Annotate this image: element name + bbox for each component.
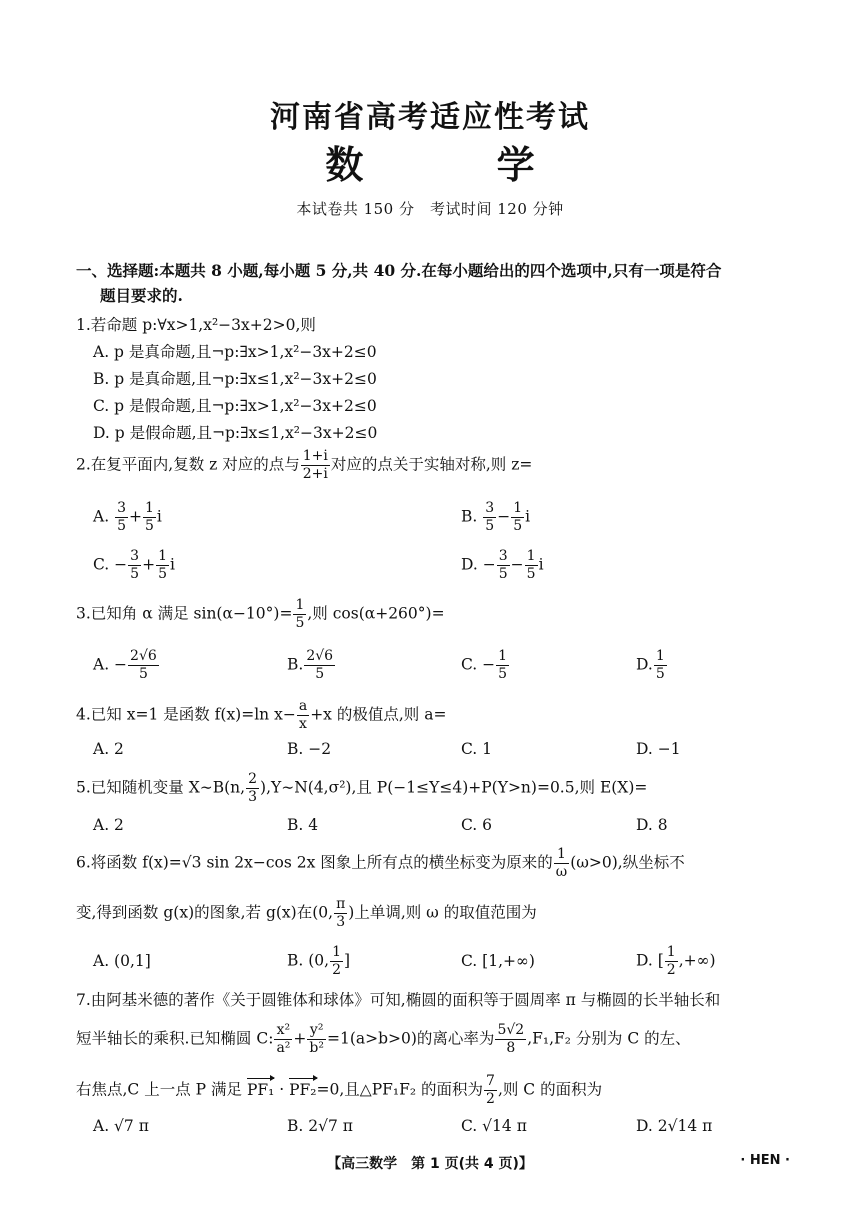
q6-stem-line2 — [76, 896, 537, 931]
q7-option-d: D. 2√14 π — [636, 1117, 713, 1135]
q5-fraction — [246, 771, 259, 806]
q4-stem-pre: 4.已知 x=1 是函数 f(x)=ln x− — [76, 705, 296, 724]
q6-line1-fraction — [554, 846, 569, 881]
q2-fraction — [301, 448, 330, 483]
q2-c-label: C. — [93, 555, 110, 574]
q3-d-frac — [654, 648, 667, 683]
frac-num: 1 — [498, 648, 508, 664]
frac-num: 1 — [332, 944, 342, 960]
q3-a-frac — [128, 648, 159, 683]
minus-sign: − — [114, 555, 128, 574]
q6-b-post: ] — [344, 951, 351, 970]
q7-area-frac — [484, 1073, 497, 1108]
q6-b-frac — [330, 944, 343, 979]
q6-option-c: C. [1,+∞) — [461, 952, 535, 970]
q4-stem — [76, 698, 446, 733]
frac-num: 3 — [117, 500, 126, 516]
q7-stem-line3 — [76, 1073, 602, 1108]
q6-option-b — [287, 944, 350, 979]
exam-info: 本试卷共 150 分 考试时间 120 分钟 — [296, 200, 564, 218]
q6-d-frac — [665, 944, 678, 979]
frac-den: 3 — [248, 789, 258, 805]
q2-a-frac2 — [143, 500, 156, 535]
q2-b-frac1 — [483, 500, 496, 535]
q2-stem — [76, 448, 532, 483]
q6-option-d — [636, 944, 716, 979]
frac-num: 2√6 — [306, 648, 334, 664]
q3-b-frac — [304, 648, 335, 683]
dot-operator: · — [274, 1080, 290, 1099]
q2-option-b — [461, 500, 530, 535]
frac-num: 1 — [513, 500, 523, 516]
q7-stem-line2: 短半轴长的乘积.已知椭圆 C: $\frac{\text{x²}}{\text{a²}}$ + $\frac{\text{y²}}{\text{b²}}$ =1(a>b>0)的离心率为 $\frac{5√2}{8}$ ,F₁,F₂ 分别为 C 的左、 — [76, 1022, 691, 1056]
minus-sign: − — [482, 555, 496, 574]
q6-stem-line1 — [76, 846, 685, 881]
page-footer: 【高三数学 第 1 页(共 4 页)】 — [327, 1156, 533, 1172]
frac-num: 3 — [485, 500, 495, 516]
q2-frac-num: 1+i — [302, 448, 328, 464]
plus-sign: + — [142, 555, 156, 574]
frac-den: 5 — [130, 566, 140, 582]
frac-den: 5 — [498, 566, 508, 582]
q7-option-b: B. 2√7 π — [287, 1117, 353, 1135]
q3-d-label: D. — [636, 655, 653, 674]
frac-den: 5 — [526, 566, 536, 582]
frac-den: 5 — [144, 518, 154, 534]
frac-num: 7 — [486, 1073, 495, 1089]
q6-option-a: A. (0,1] — [93, 952, 151, 970]
q4-stem-post: +x 的极值点,则 a= — [310, 705, 447, 724]
exam-title: 河南省高考适应性考试 — [270, 100, 590, 135]
frac-den: x — [299, 716, 307, 732]
q7-y-frac — [307, 1022, 326, 1057]
section-heading — [76, 258, 796, 308]
q3-stem-post: ,则 cos(α+260°)= — [307, 604, 445, 623]
imag-unit: i — [525, 507, 531, 526]
frac-den: 5 — [138, 666, 148, 682]
q5-option-a: A. 2 — [93, 816, 124, 834]
q6-line2-fraction — [334, 896, 347, 931]
frac-num: 1 — [158, 548, 168, 564]
frac-num: 5√2 — [497, 1022, 525, 1038]
q3-stem-pre: 3.已知角 α 满足 sin(α−10°)= — [76, 604, 293, 623]
frac-num: 1 — [144, 500, 154, 516]
q4-option-d: D. −1 — [636, 740, 681, 758]
frac-num: π — [336, 896, 346, 912]
frac-den: 2 — [486, 1091, 495, 1107]
q4-option-b: B. −2 — [287, 740, 332, 758]
q5-option-b: B. 4 — [287, 816, 319, 834]
q3-option-a — [93, 648, 160, 683]
q7-line2-pre: 短半轴长的乘积.已知椭圆 C: — [76, 1029, 274, 1048]
q3-c-label: C. − — [461, 655, 496, 674]
q7-stem-line1: 7.由阿基米德的著作《关于圆锥体和球体》可知,椭圆的面积等于圆周率 π 与椭圆的长半轴长和 — [76, 991, 721, 1009]
frac-num: 1 — [526, 548, 536, 564]
q3-a-label: A. − — [93, 655, 128, 674]
vector-pf1: PF₁ — [246, 1080, 275, 1099]
q7-x-frac — [274, 1022, 292, 1057]
imag-unit: i — [156, 507, 162, 526]
frac-num: 3 — [498, 548, 508, 564]
frac-num: 3 — [130, 548, 140, 564]
q2-b-frac2 — [511, 500, 524, 535]
q7-ecc-frac — [495, 1022, 526, 1057]
q6-line2-post: )上单调,则 ω 的取值范围为 — [348, 903, 537, 922]
q6-d-post: ,+∞) — [678, 951, 716, 970]
q5-option-d: D. 8 — [636, 816, 668, 834]
q2-option-a — [93, 500, 162, 535]
frac-num: 1 — [655, 648, 665, 664]
frac-num: 1 — [295, 597, 305, 613]
q2-d-frac1 — [497, 548, 510, 583]
frac-den: 5 — [295, 615, 305, 631]
frac-num: 2√6 — [130, 648, 157, 664]
frac-den: 5 — [485, 518, 495, 534]
subject-title: 数 学 — [325, 143, 595, 187]
section-heading-line1: 一、选择题:本题共 8 小题,每小题 5 分,共 40 分.在每小题给出的四个选项中,只有一项是符合 — [76, 261, 722, 280]
q1-option-b: B. p 是真命题,且¬p:∃x≤1,x²−3x+2≤0 — [93, 370, 377, 388]
q7-option-a: A. √7 π — [93, 1117, 149, 1135]
q6-line1-pre: 6.将函数 f(x)=√3 sin 2x−cos 2x 图象上所有点的横坐标变为原来的 — [76, 853, 553, 872]
q7-option-c: C. √14 π — [461, 1117, 527, 1135]
q1-stem: 1.若命题 p:∀x>1,x²−3x+2>0,则 — [76, 316, 316, 334]
section-heading-line2: 题目要求的. — [100, 286, 183, 305]
minus-sign: − — [510, 555, 524, 574]
frac-num: 1 — [554, 846, 569, 864]
q1-option-c: C. p 是假命题,且¬p:∃x>1,x²−3x+2≤0 — [93, 397, 377, 415]
q7-line3-mid: =0,且△PF₁F₂ 的面积为 — [316, 1080, 484, 1099]
q6-b-pre: B. (0, — [287, 951, 330, 970]
q1-option-d: D. p 是假命题,且¬p:∃x≤1,x²−3x+2≤0 — [93, 424, 378, 442]
q7-line2-post: ,F₁,F₂ 分别为 C 的左、 — [527, 1029, 691, 1048]
frac-den: a² — [276, 1040, 291, 1056]
frac-den: ω — [555, 864, 568, 880]
frac-den: 5 — [498, 666, 508, 682]
plus-sign: + — [128, 507, 142, 526]
q3-fraction — [293, 597, 306, 632]
frac-den: 5 — [513, 518, 523, 534]
q7-line3-pre: 右焦点,C 上一点 P 满足 — [76, 1080, 242, 1099]
minus-sign: − — [497, 507, 511, 526]
q7-line3-post: ,则 C 的面积为 — [497, 1080, 603, 1099]
frac-num: a — [298, 698, 308, 714]
frac-den: 2 — [332, 962, 342, 978]
q2-stem-post: 对应的点关于实轴对称,则 z= — [330, 455, 533, 474]
q2-b-label: B. — [461, 507, 478, 526]
q5-stem-post: ),Y∼N(4,σ²),且 P(−1≤Y≤4)+P(Y>n)=0.5,则 E(X)= — [260, 778, 648, 797]
q5-option-c: C. 6 — [461, 816, 493, 834]
q2-option-c — [93, 548, 175, 583]
q5-stem — [76, 771, 647, 806]
q2-d-label: D. — [461, 555, 478, 574]
frac-den: 8 — [506, 1040, 516, 1056]
frac-num: 2 — [248, 771, 258, 787]
frac-num: y² — [307, 1022, 326, 1040]
imag-unit: i — [170, 555, 175, 574]
q3-option-d — [636, 648, 668, 683]
q2-c-frac2 — [156, 548, 169, 583]
q2-a-frac1 — [115, 500, 128, 535]
frac-den: 2 — [666, 962, 676, 978]
q2-frac-den: 2+i — [302, 466, 328, 482]
frac-den: 5 — [117, 518, 126, 534]
q2-stem-pre: 2.在复平面内,复数 z 对应的点与 — [76, 455, 300, 474]
q3-b-label: B. — [287, 655, 304, 674]
frac-den: 5 — [315, 666, 325, 682]
q4-fraction — [297, 698, 309, 733]
q2-a-label: A. — [93, 507, 110, 526]
q3-c-frac — [496, 648, 509, 683]
q6-d-pre: D. [ — [636, 951, 664, 970]
q7-line2-mid: =1(a>b>0)的离心率为 — [326, 1029, 495, 1048]
q6-line1-post: (ω>0),纵坐标不 — [570, 853, 685, 872]
frac-den: 5 — [158, 566, 168, 582]
exam-code: · HEN · — [740, 1153, 790, 1168]
q3-option-c — [461, 648, 510, 683]
q2-c-frac1 — [128, 548, 141, 583]
q4-option-c: C. 1 — [461, 740, 493, 758]
q5-stem-pre: 5.已知随机变量 X∼B(n, — [76, 778, 246, 797]
frac-den: 5 — [655, 666, 665, 682]
frac-den: b² — [309, 1040, 324, 1056]
q2-option-d — [461, 548, 544, 583]
frac-den: 3 — [336, 914, 346, 930]
q3-option-b — [287, 648, 336, 683]
imag-unit: i — [538, 555, 544, 574]
q3-stem — [76, 597, 445, 632]
q4-option-a: A. 2 — [93, 740, 124, 758]
q6-line2-pre: 变,得到函数 g(x)的图象,若 g(x)在(0, — [76, 903, 334, 922]
frac-num: 1 — [666, 944, 676, 960]
frac-num: x² — [274, 1022, 292, 1040]
q1-option-a: A. p 是真命题,且¬p:∃x>1,x²−3x+2≤0 — [93, 343, 377, 361]
q2-d-frac2 — [525, 548, 538, 583]
vector-pf2: PF₂ — [289, 1080, 317, 1099]
